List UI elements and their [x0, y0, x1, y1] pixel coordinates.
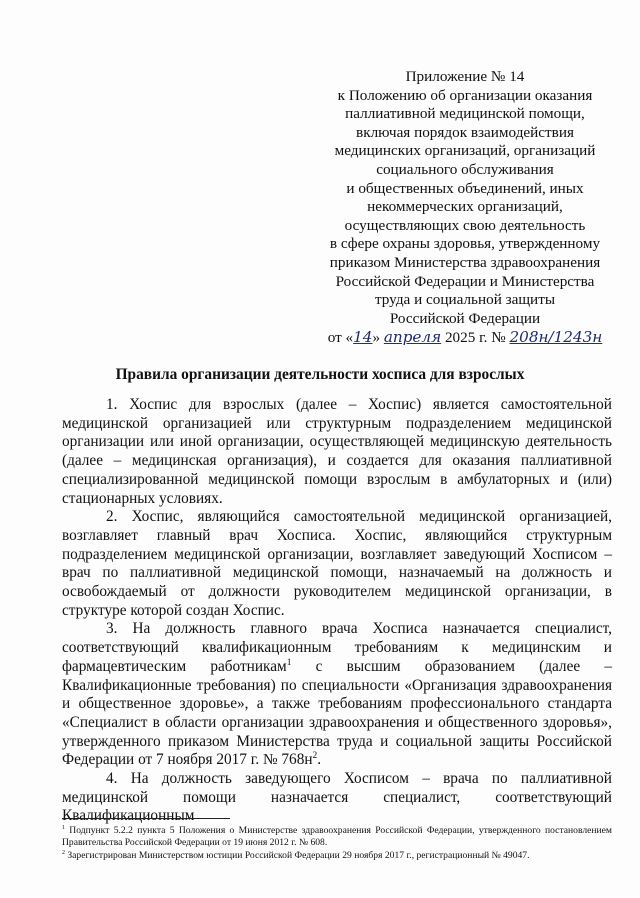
order-year: 2025 г. № [441, 329, 510, 347]
order-day: 14 [353, 328, 373, 347]
document-body [62, 396, 612, 826]
appendix-line: к Положению об организации оказания [337, 86, 593, 104]
footnote-ref-1: 1 [286, 657, 292, 668]
order-month: апреля [383, 328, 442, 347]
appendix-header [318, 68, 612, 348]
appendix-line: Российской Федерации [389, 309, 541, 327]
footnote-1 [62, 825, 612, 850]
order-prefix: от « [327, 329, 354, 347]
footnote-mark-1: 1 [62, 824, 65, 831]
appendix-line: труда и социальной защиты [374, 291, 556, 309]
footnote-separator [62, 818, 230, 819]
appendix-line: включая порядок взаимодействия [356, 123, 574, 141]
appendix-line: Приложение № 14 [405, 68, 525, 85]
order-mid: » [372, 329, 384, 347]
paragraph-2: 2. Хоспис, являющийся самостоятельной медицинской организацией, возглавляет главный врач Хосписа. Хоспис, являющийся структурным подразделением медицинской организации, возглавляет заведующий Хосписом – врач по паллиативной медицинской помощи, назначаемый на должность и освобождаемый от должности руководителем медицинской организации, в структуре которой создан Хоспис. [62, 508, 612, 619]
appendix-line: осуществляющих свою деятельность [344, 216, 586, 234]
document-title: Правила организации деятельности хосписа для взрослых [115, 366, 525, 383]
appendix-line: Российской Федерации и Министерства [335, 272, 595, 290]
paragraph-1: 1. Хоспис для взрослых (далее – Хоспис) является самостоятельной медицинской организацией или структурным подразделением медицинской организации или иной организации, осуществляющей медицинскую деятельность (далее – медицинская организация), и создается для оказания паллиативной специализированной медицинской помощи взрослым в амбулаторных и (или) стационарных условиях. [62, 396, 612, 507]
paragraph-3-part-c: . [317, 751, 322, 769]
appendix-line: в сфере охраны здоровья, утвержденному [329, 235, 601, 253]
order-number: 208н/1243н [509, 328, 603, 347]
appendix-line: приказом Министерства здравоохранения [329, 253, 601, 271]
footnotes [62, 825, 612, 862]
paragraph-4: 4. На должность заведующего Хосписом – врача по паллиативной медицинской помощи назначается специалист, соответствующий Квалификационным [62, 770, 612, 825]
appendix-line: медицинских организаций, организаций [334, 142, 596, 160]
appendix-line: некоммерческих организаций, [367, 198, 563, 216]
footnote-ref-2: 2 [312, 751, 318, 762]
appendix-line: социального обслуживания [376, 160, 554, 178]
footnote-mark-2: 2 [62, 849, 65, 856]
paragraph-3-part-a: 3. На должность главного врача Хосписа назначается специалист, соответствующий квалификационным требованиям к медицинским и фармацевтическим работникам [62, 620, 612, 675]
appendix-line: паллиативной медицинской помощи, [345, 105, 585, 123]
footnote-text-2: Зарегистрирован Министерством юстиции Российской Федерации 29 ноября 2017 г., регистрационный № 49047. [64, 849, 530, 861]
appendix-line: и общественных объединений, иных [346, 179, 584, 197]
order-date-line [318, 328, 612, 348]
paragraph-3 [62, 620, 612, 770]
paragraph-3-part-b: с высшим образованием (далее – Квалификационные требования) по специальности «Организация здравоохранения и общественное здоровье», а также требованиям профессионального стандарта «Специалист в области организации здравоохранения и общественного здоровья», утвержденного приказом Министерства труда и социальной защиты Российской Федерации от 7 ноября 2017 г. № 768н [62, 657, 613, 769]
footnote-2 [62, 850, 612, 862]
footnote-text-1: Подпункт 5.2.2 пункта 5 Положения о Министерстве здравоохранения Российской Федерации, утвержденного постановлением Правительства Российской Федерации от 19 июня 2012 г. № 608. [62, 825, 612, 849]
